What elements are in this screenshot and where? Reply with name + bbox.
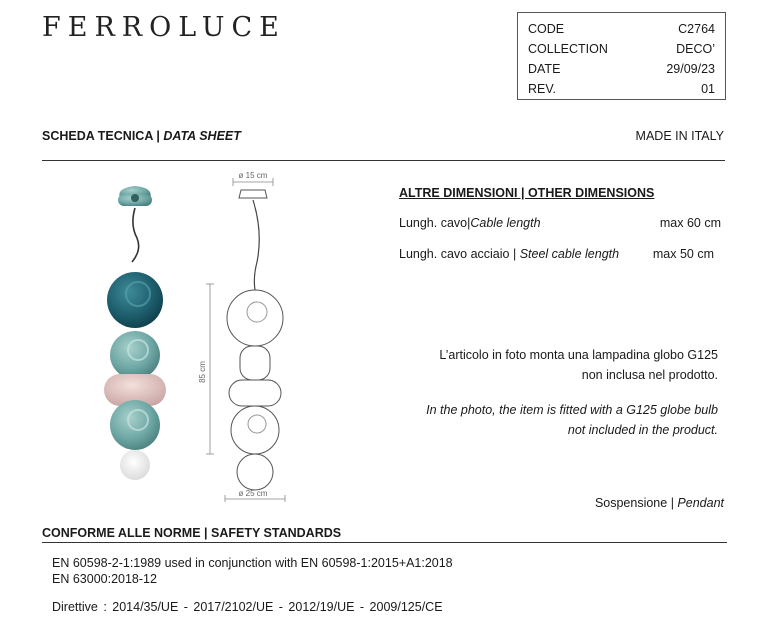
separator: | bbox=[152, 129, 164, 143]
directives-line: Direttive : 2014/35/UE - 2017/2102/UE - 2012/19/UE - 2009/125/CE bbox=[52, 600, 443, 614]
standard-line: EN 60598-2-1:1989 used in conjunction with EN 60598-1:2015+A1:2018 bbox=[52, 556, 453, 570]
dimension-row-cable bbox=[399, 216, 721, 230]
info-value: DECO’ bbox=[676, 42, 715, 56]
description-english bbox=[426, 400, 718, 440]
sheet-title-it: SCHEDA TECNICA bbox=[42, 129, 153, 143]
dimension-row-steel-cable bbox=[399, 247, 714, 261]
info-label: COLLECTION bbox=[528, 42, 608, 56]
dimension-label-it: Lungh. cavo acciaio | bbox=[399, 247, 520, 261]
technical-drawing bbox=[195, 172, 315, 502]
info-label: REV. bbox=[528, 82, 557, 96]
dimension-label-it: Lungh. cavo| bbox=[399, 216, 471, 230]
info-value: 29/09/23 bbox=[666, 62, 715, 76]
sphere-outline bbox=[231, 406, 279, 454]
canopy-hole bbox=[131, 194, 139, 202]
product-type-en: Pendant bbox=[677, 496, 724, 510]
joint-outline bbox=[240, 346, 270, 380]
dimension-label-en: Cable length bbox=[470, 216, 541, 230]
info-row-date bbox=[528, 59, 715, 79]
info-row-code bbox=[528, 19, 715, 39]
made-in-label: MADE IN ITALY bbox=[635, 129, 724, 143]
description-italian bbox=[439, 345, 718, 385]
info-row-rev bbox=[528, 79, 715, 99]
globe-bulb bbox=[120, 450, 150, 480]
info-label: DATE bbox=[528, 62, 561, 76]
canopy-outline bbox=[239, 190, 267, 198]
brand-logo: FERROLUCE bbox=[42, 12, 286, 43]
description-line: In the photo, the item is fitted with a G125 globe bulb bbox=[426, 403, 718, 417]
description-line: non inclusa nel prodotto. bbox=[581, 368, 718, 382]
sheet-title-en: DATA SHEET bbox=[163, 129, 241, 143]
cable-shape bbox=[132, 208, 139, 262]
description-line: L’articolo in foto monta una lampadina globo G125 bbox=[439, 348, 718, 362]
sphere-light-teal bbox=[110, 331, 160, 379]
sphere-light-teal bbox=[110, 400, 160, 450]
description-line: not included in the product. bbox=[567, 423, 718, 437]
standard-line: EN 63000:2018-12 bbox=[52, 572, 157, 586]
bulb-outline bbox=[237, 454, 273, 490]
dimension-label-en: Steel cable length bbox=[519, 247, 620, 261]
dim-label-height: 85 cm bbox=[198, 361, 207, 383]
standards-heading: CONFORME ALLE NORME | SAFETY STANDARDS bbox=[42, 526, 342, 540]
info-value: C2764 bbox=[678, 22, 715, 36]
dimension-value: max 50 cm bbox=[652, 247, 714, 261]
other-dimensions-heading: ALTRE DIMENSIONI | OTHER DIMENSIONS bbox=[399, 186, 655, 200]
divider bbox=[42, 542, 727, 543]
sphere-detail bbox=[247, 302, 267, 322]
dimension-value: max 60 cm bbox=[659, 216, 721, 230]
sphere-dark-teal bbox=[107, 272, 163, 328]
product-type-it: Sospensione | bbox=[594, 496, 678, 510]
dim-label-bottom: ø 25 cm bbox=[238, 489, 268, 498]
info-box bbox=[517, 12, 726, 100]
info-label: CODE bbox=[528, 22, 565, 36]
divider bbox=[42, 160, 725, 161]
cable-outline bbox=[253, 200, 259, 290]
product-type bbox=[595, 496, 724, 510]
sphere-detail bbox=[248, 415, 266, 433]
sphere-outline bbox=[227, 290, 283, 346]
dim-label-top: ø 15 cm bbox=[238, 172, 268, 180]
ring-outline bbox=[229, 380, 281, 406]
product-photo bbox=[90, 180, 180, 480]
info-row-collection bbox=[528, 39, 715, 59]
info-value: 01 bbox=[701, 82, 715, 96]
sheet-title bbox=[42, 129, 241, 143]
